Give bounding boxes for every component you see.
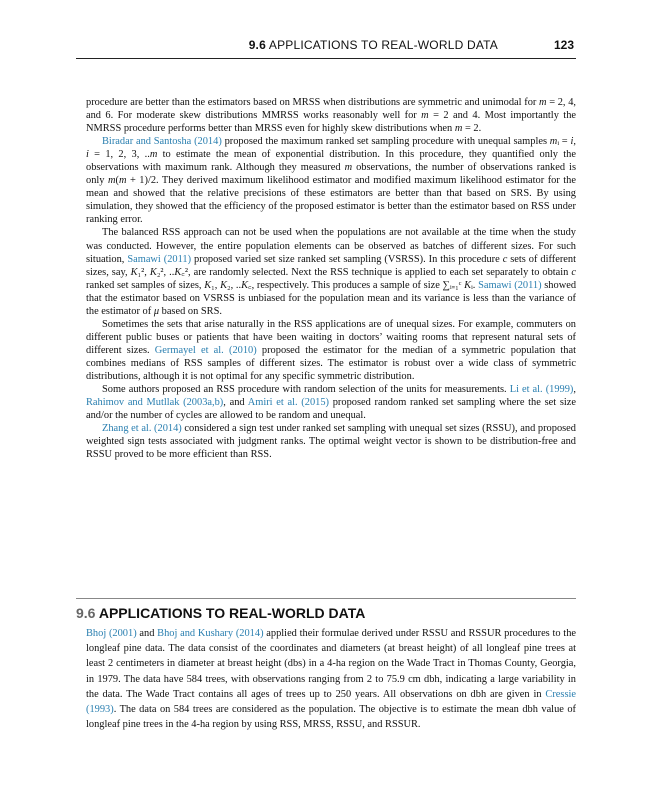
section-heading <box>76 605 576 625</box>
running-head-title <box>249 38 498 52</box>
section-body <box>86 626 576 732</box>
paragraph-3: The balanced RSS approach can not be used when the populations are not available at the time when the study was conducted. However, the entire population elements can be observed as batches of different sizes. For such situation, Samawi (2011) proposed varied set size ranked set sampling (VSRSS). In this procedure c sets of different sizes, say, K₁², K₂², ..K꜀², are randomly selected. Next the RSS technique is applied to each set separately to obtain c ranked set samples of sizes, K₁, K₂, ..K꜀, respectively. This produces a sample of size ∑ᵢ₌₁ᶜ Kᵢ. Samawi (2011) showed that the estimator based on VSRSS is unbiased for the population mean and its variance is less than the variance of the estimator of μ based on SRS. <box>86 227 577 317</box>
paragraph-4: Sometimes the sets that arise naturally in the RSS applications are of unequal sizes. For example, commuters on different public buses or patients that have been waiting in doctors’ waiting rooms that represent natural sets of different sizes. Germayel et al. (2010) proposed the estimator for the median of a symmetric population that combines medians of RSS samples of different sizes. The estimator is robust over a wide class of symmetric distributions, although it is not optimal for any specific symmetric distribution. <box>86 318 576 382</box>
section-header <box>76 598 576 625</box>
running-head-section-number: 9.6 <box>248 38 266 52</box>
paragraph-5: Some authors proposed an RSS procedure with random selection of the units for measurements. Li et al. (1999), Rahimov and Mutllak (2003a,b), and Amiri et al. (2015) proposed random ranked set sampling where the set size and/or the number of cycles are allowed to be random and unequal. <box>86 384 577 422</box>
paragraph-1: procedure are better than the estimators based on MRSS when distributions are symmetric and unimodal for m = 2, 4, and 6. For moderate skew distributions MMRSS works reasonably well for m = 2 and 4. Most importantly the NMRSS procedure performs better than MRSS even for highly skew distributions when m = 2. <box>86 97 576 135</box>
running-head <box>76 0 576 64</box>
citation-link[interactable]: Bhoj (2001) <box>86 628 137 639</box>
citation-link[interactable]: Rahimov and Mutllak (2003a,b) <box>86 397 224 409</box>
section-rule <box>76 598 576 599</box>
citation-link[interactable]: Zhang et al. (2014) <box>102 423 182 435</box>
paragraph-6: Zhang et al. (2014) considered a sign test under ranked set sampling with unequal set sizes (RSSU), and proposed weighted sign tests associated with judgment ranks. The optimal weight vector is shown to be distribution-free and RSSU proved to be more efficient than RSS. <box>86 423 576 461</box>
citation-link[interactable]: Cressie (1993) <box>86 688 576 716</box>
body-text <box>86 96 576 461</box>
citation-link[interactable]: Bhoj and Kushary (2014) <box>157 628 264 639</box>
citation-link[interactable]: Amiri et al. (2015) <box>247 397 330 409</box>
header-rule <box>76 58 576 59</box>
paragraph-2: Biradar and Santosha (2014) proposed the maximum ranked set sampling procedure with unequal samples mᵢ = i, i = 1, 2, 3, ..m to estimate the mean of exponential distribution. In this procedure, they quantified only the observations with maximum rank. Although they measured m observations, the number of observations ranked is only m(m + 1)/2. They derived maximum likelihood estimator and modified maximum likelihood estimator for the mean and showed that the relative precisions of these estimators are better than that based on SRS. By using simulation, they showed that the efficiency of the proposed estimator is better than the estimator based on RSS under ranking error. <box>86 136 576 226</box>
citation-link[interactable]: Biradar and Santosha (2014) <box>102 136 222 148</box>
page-number: 123 <box>553 38 574 52</box>
section-title: APPLICATIONS TO REAL-WORLD DATA <box>98 605 366 621</box>
citation-link[interactable]: Germayel et al. (2010) <box>154 344 257 356</box>
section-paragraph-1: Bhoj (2001) and Bhoj and Kushary (2014) applied their formulae derived under RSSU and RSSUR procedures to the longleaf pine data. The data consist of the coordinates and diameters (at breast height) of all longleaf pine trees at least 2 centimeters in diameter at breast height (dbs) in a 4-ha region on the Wade Tract in Thomas County, Georgia, in 1979. The data have 584 trees, with observations ranging from 2 to 75.9 cm dbh, indicating a large variability in the data. The Wade Tract contains all ages of trees up to 250 years. All observations on dbh are given in Cressie (1993). The data on 584 trees are considered as the population. The objective is to estimate the mean dbh value of longleaf pine trees in the 4-ha region by using RSS, MRSS, RSSU, and RSSUR. <box>86 628 576 731</box>
citation-link[interactable]: Samawi (2011) <box>478 279 542 291</box>
running-head-section-title: APPLICATIONS TO REAL-WORLD DATA <box>268 38 498 52</box>
citation-link[interactable]: Samawi (2011) <box>127 253 192 265</box>
section-number: 9.6 <box>76 605 96 621</box>
citation-link[interactable]: Li et al. (1999) <box>509 384 574 396</box>
